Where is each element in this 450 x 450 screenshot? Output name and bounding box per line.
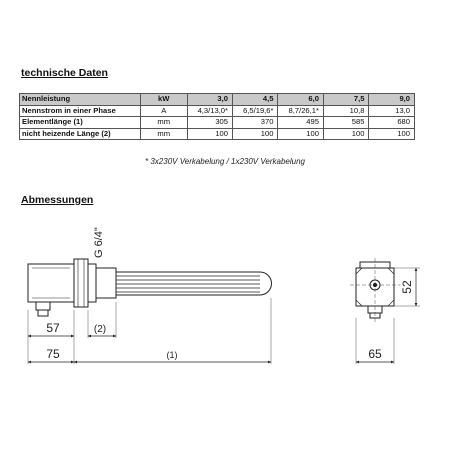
table-cell: 8,7/26,1* [278, 105, 323, 117]
dim-52: 52 [400, 280, 414, 294]
header-value: 6,0 [278, 94, 323, 106]
dim-65: 65 [368, 347, 382, 361]
dim-1: (1) [166, 350, 178, 360]
row-label: Elementlänge (1) [20, 117, 141, 129]
header-value: 4,5 [232, 94, 277, 106]
row-unit: mm [140, 128, 187, 140]
thread-label: G 6/4" [93, 227, 105, 258]
table-cell: 6,5/19,6* [232, 105, 277, 117]
row-label: nicht heizende Länge (2) [20, 128, 141, 140]
heater-front-view [350, 258, 400, 322]
dim-75: 75 [46, 347, 60, 361]
row-unit: A [140, 105, 187, 117]
table-cell: 100 [187, 128, 232, 140]
table-row [20, 117, 415, 129]
table-cell: 585 [323, 117, 368, 129]
dim-2: (2) [93, 324, 107, 335]
dimensions-title: Abmessungen [21, 194, 94, 206]
row-unit: mm [140, 117, 187, 129]
heater-side-view [28, 259, 272, 316]
table-cell: 4,3/13,0* [187, 105, 232, 117]
header-unit: kW [140, 94, 187, 106]
table-row [20, 128, 415, 140]
technical-data-title: technische Daten [21, 67, 108, 79]
table-cell: 100 [369, 128, 415, 140]
table-cell: 100 [232, 128, 277, 140]
wiring-footnote: * 3x230V Verkabelung / 1x230V Verkabelung [145, 157, 305, 166]
table-cell: 680 [369, 117, 415, 129]
dim-57: 57 [46, 321, 60, 335]
table-cell: 13,0 [369, 105, 415, 117]
table-cell: 10,8 [323, 105, 368, 117]
header-value: 9,0 [369, 94, 415, 106]
table-cell: 495 [278, 117, 323, 129]
table-cell: 305 [187, 117, 232, 129]
header-label: Nennleistung [20, 94, 141, 106]
dimension-drawing [0, 205, 450, 380]
spec-table [19, 93, 415, 140]
table-header-row [20, 94, 415, 106]
row-label: Nennstrom in einer Phase [20, 105, 141, 117]
header-value: 7,5 [323, 94, 368, 106]
header-value: 3,0 [187, 94, 232, 106]
table-cell: 100 [323, 128, 368, 140]
table-cell: 370 [232, 117, 277, 129]
table-cell: 100 [278, 128, 323, 140]
table-row [20, 105, 415, 117]
